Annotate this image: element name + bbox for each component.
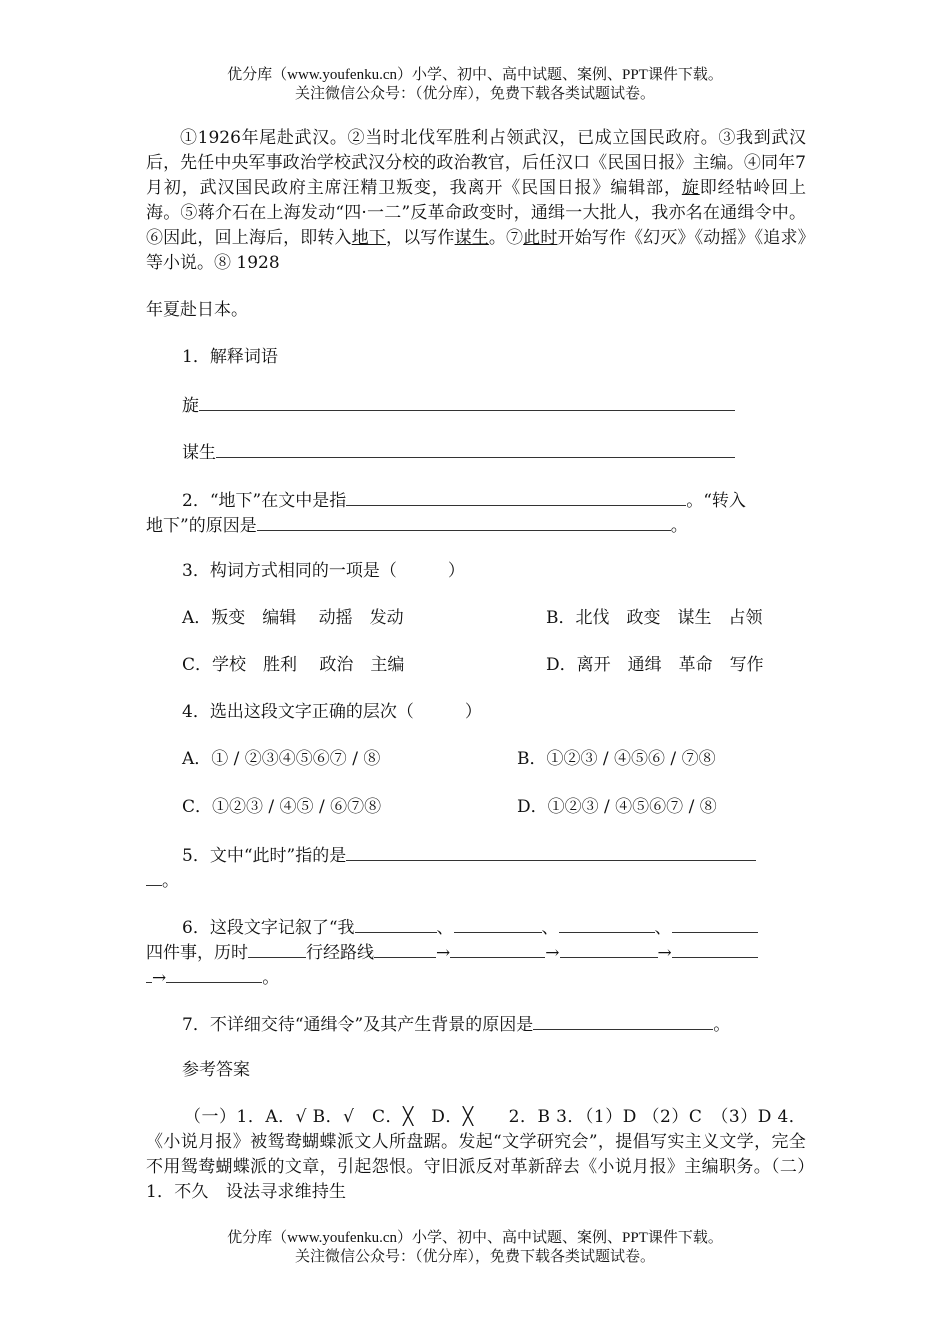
answer-blank[interactable] bbox=[355, 914, 437, 933]
q5-line-2: 。 bbox=[146, 867, 179, 894]
q1-title: 1．解释词语 bbox=[182, 347, 278, 367]
answer-blank[interactable] bbox=[257, 512, 671, 531]
q6-line-3: → 。 bbox=[146, 964, 279, 991]
answer-blank[interactable] bbox=[672, 914, 758, 933]
footer-line-2: 关注微信公众号：（优分库），免费下载各类试题试卷。 bbox=[294, 1249, 655, 1265]
q3-option-b[interactable]: B．北伐 政变 谋生 占领 bbox=[546, 608, 763, 628]
word-xuan: 旋 bbox=[681, 178, 700, 198]
q6-line-1: 6．这段文字记叙了“我 、 、 、 bbox=[182, 914, 758, 941]
page-header bbox=[0, 66, 950, 104]
q4-option-c[interactable]: C．①②③ / ④⑤ / ⑥⑦⑧ bbox=[182, 797, 382, 817]
q4-option-a[interactable]: A．① / ②③④⑤⑥⑦ / ⑧ bbox=[182, 749, 381, 769]
q1-item-xuan: 旋 bbox=[182, 392, 735, 419]
arrow-icon: → bbox=[545, 943, 560, 963]
arrow-icon: → bbox=[657, 943, 672, 963]
answer-blank[interactable] bbox=[560, 939, 658, 958]
header-line-2: 关注微信公众号：（优分库），免费下载各类试题试卷。 bbox=[294, 86, 655, 102]
answer-blank[interactable] bbox=[166, 964, 262, 983]
page-footer bbox=[0, 1229, 950, 1267]
q3-title: 3．构词方式相同的一项是（ ） bbox=[182, 561, 465, 581]
word-mousheng: 谋生 bbox=[454, 228, 489, 248]
q3-option-c[interactable]: C．学校 胜利 政治 主编 bbox=[182, 655, 405, 675]
answer-blank[interactable] bbox=[346, 842, 756, 861]
q3-option-a[interactable]: A．叛变 编辑 动摇 发动 bbox=[182, 608, 404, 628]
footer-line-1: 优分库（www.youfenku.cn）小学、初中、高中试题、案例、PPT课件下载。 bbox=[227, 1230, 723, 1246]
answer-blank[interactable] bbox=[346, 487, 686, 506]
word-dixia: 地下 bbox=[351, 228, 386, 248]
q4-option-d[interactable]: D．①②③ / ④⑤⑥⑦ / ⑧ bbox=[517, 797, 717, 817]
q2-line-1: 2．“地下”在文中是指 。“转入 bbox=[182, 487, 746, 514]
answer-blank[interactable] bbox=[533, 1011, 713, 1030]
answer-blank[interactable] bbox=[559, 914, 655, 933]
answer-blank[interactable] bbox=[454, 914, 542, 933]
arrow-icon: → bbox=[152, 968, 167, 988]
answer-blank[interactable] bbox=[216, 439, 735, 458]
answer-blank[interactable] bbox=[146, 867, 162, 886]
answer-blank[interactable] bbox=[450, 939, 545, 958]
answers-text: （一）1．A．√ B．√ C．╳ D．╳ 2．B 3．（1）D （2）C （3）D 4．《小说月报》被鸳鸯蝴蝶派文人所盘踞。发起“文学研究会”，提倡写实主义文学，完全不用鸳鸯蝴蝶派的文章，引起怨恨。守旧派反对革新辞去《小说月报》主编职务。（二）1．不久 设法寻求维持生 bbox=[146, 1107, 806, 1202]
q4-option-b[interactable]: B．①②③ / ④⑤⑥ / ⑦⑧ bbox=[517, 749, 716, 769]
passage-paragraph: ①1926年尾赴武汉。②当时北伐军胜利占领武汉，已成立国民政府。③我到武汉后，先任中央军事政治学校武汉分校的政治教官，后任汉口《民国日报》主编。④同年7月初，武汉国民政府主席汪精卫叛变，我离开《民国日报》编辑部，旋即经牯岭回上海。⑤蒋介石在上海发动“四·一二”反革命政变时，通缉一大批人，我亦名在通缉令中。⑥因此，回上海后，即转入地下，以写作谋生。⑦此时开始写作《幻灭》《动摇》《追求》等小说。⑧ 1928 bbox=[146, 128, 807, 273]
arrow-icon: → bbox=[436, 943, 451, 963]
answer-blank[interactable] bbox=[672, 939, 758, 958]
answer-blank[interactable] bbox=[374, 939, 436, 958]
passage-ending: 年夏赴日本。 bbox=[146, 300, 248, 320]
answer-blank[interactable] bbox=[199, 392, 735, 411]
word-cishi: 此时 bbox=[523, 228, 558, 248]
q1-item-mousheng: 谋生 bbox=[182, 439, 735, 466]
q4-title: 4．选出这段文字正确的层次（ ） bbox=[182, 702, 482, 722]
header-line-1: 优分库（www.youfenku.cn）小学、初中、高中试题、案例、PPT课件下载。 bbox=[227, 67, 723, 83]
q6-line-2: 四件事，历时 行经路线 → → → bbox=[146, 939, 758, 966]
q7: 7．不详细交待“通缉令”及其产生背景的原因是 。 bbox=[182, 1011, 730, 1038]
q2-line-2: 地下”的原因是 。 bbox=[146, 512, 688, 539]
answers-title: 参考答案 bbox=[182, 1060, 250, 1080]
q5-line-1: 5．文中“此时”指的是 bbox=[182, 842, 756, 869]
answer-blank[interactable] bbox=[248, 939, 306, 958]
q3-option-d[interactable]: D．离开 通缉 革命 写作 bbox=[546, 655, 764, 675]
